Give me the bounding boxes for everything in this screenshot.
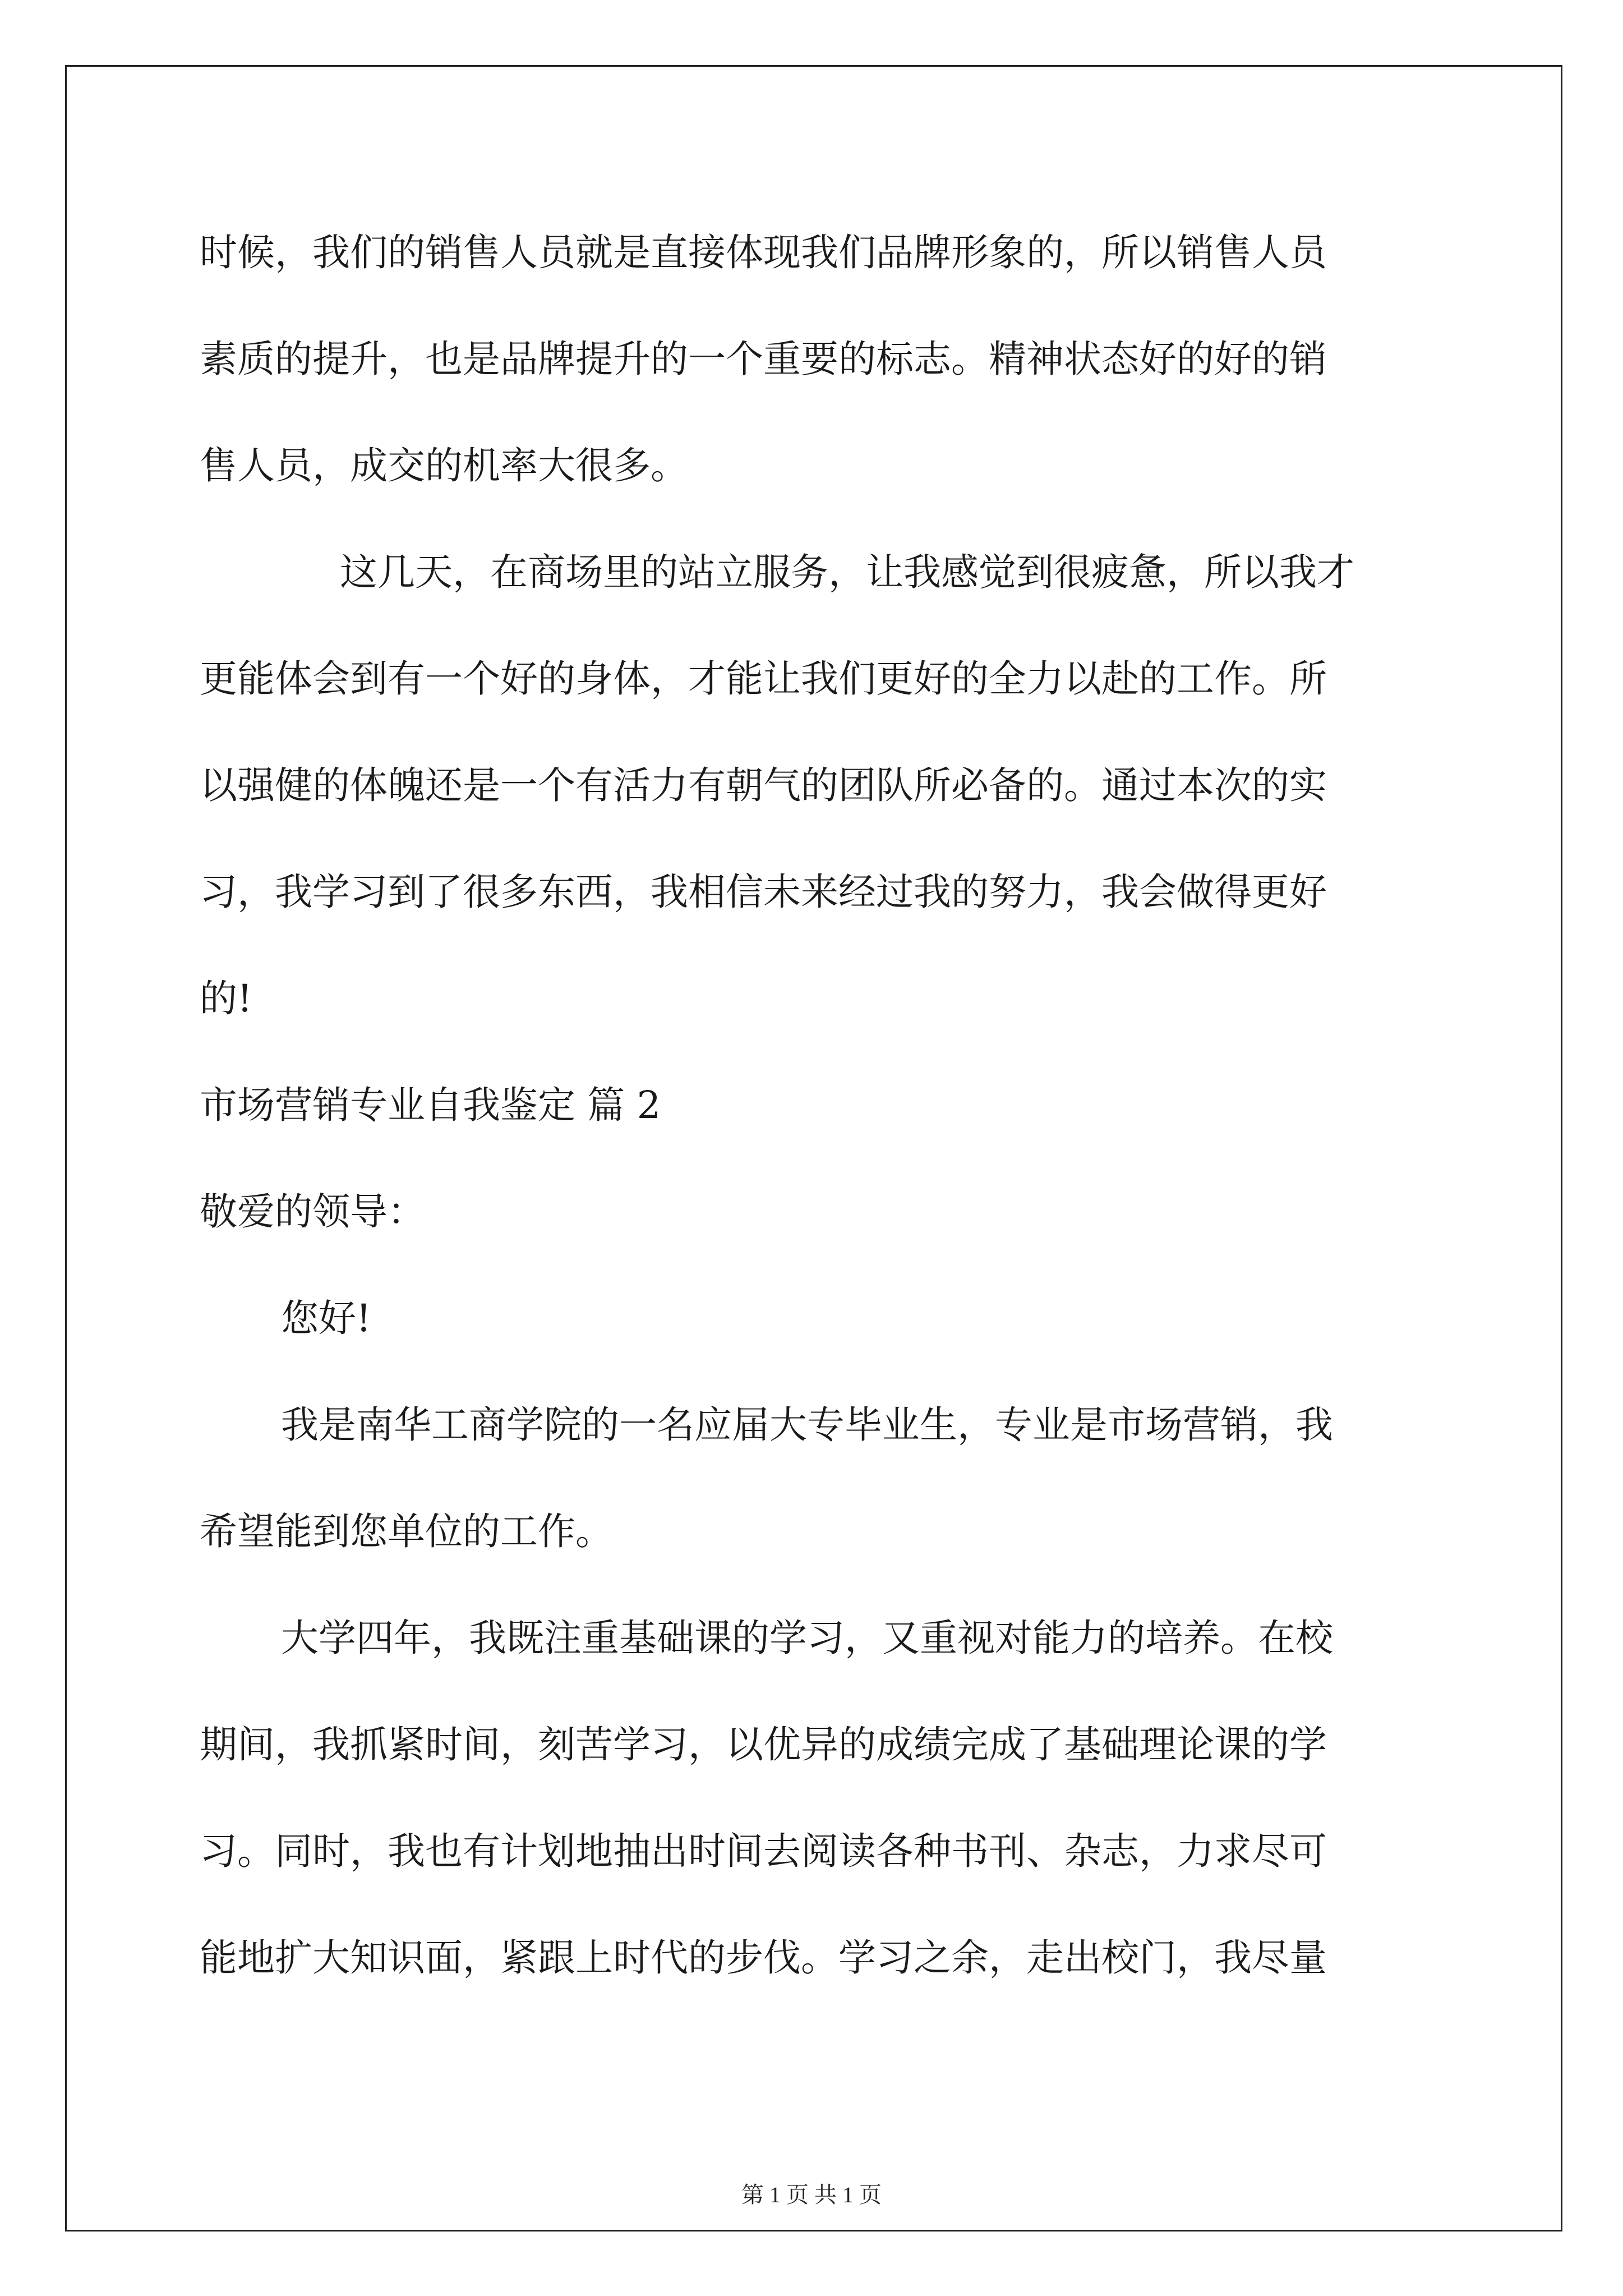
- greeting: 您好!: [281, 1296, 371, 1340]
- paragraph-line: 希望能到您单位的工作。: [200, 1510, 613, 1553]
- paragraph-line: 的!: [200, 977, 252, 1020]
- paragraph-line: 习。同时，我也有计划地抽出时间去阅读各种书刊、杂志，力求尽可: [200, 1829, 1327, 1873]
- paragraph-line: 习，我学习到了很多东西，我相信未来经过我的努力，我会做得更好: [200, 870, 1327, 914]
- paragraph-line: 这几天，在商场里的站立服务，让我感觉到很疲惫，所以我才: [340, 550, 1354, 594]
- document-body: [200, 199, 1428, 2011]
- salutation: 敬爱的领导：: [200, 1190, 425, 1234]
- section-heading: 市场营销专业自我鉴定 篇 2: [200, 1083, 661, 1127]
- paragraph-line: 以强健的体魄还是一个有活力有朝气的团队所必备的。通过本次的实: [200, 763, 1327, 807]
- paragraph-line: 我是南华工商学院的一名应届大专毕业生，专业是市场营销，我: [281, 1403, 1333, 1447]
- paragraph-line: 大学四年，我既注重基础课的学习，又重视对能力的培养。在校: [281, 1616, 1333, 1660]
- page-number-footer: 第 1 页 共 1 页: [741, 2182, 882, 2207]
- paragraph-line: 期间，我抓紧时间，刻苦学习，以优异的成绩完成了基础理论课的学: [200, 1723, 1327, 1766]
- paragraph-line: 素质的提升，也是品牌提升的一个重要的标志。精神状态好的好的销: [200, 337, 1327, 381]
- paragraph-line: 时候，我们的销售人员就是直接体现我们品牌形象的，所以销售人员: [200, 231, 1327, 274]
- paragraph-line: 售人员，成交的机率大很多。: [200, 444, 688, 487]
- paragraph-line: 更能体会到有一个好的身体，才能让我们更好的全力以赴的工作。所: [200, 657, 1327, 701]
- paragraph-line: 能地扩大知识面，紧跟上时代的步伐。学习之余，走出校门，我尽量: [200, 1936, 1327, 1980]
